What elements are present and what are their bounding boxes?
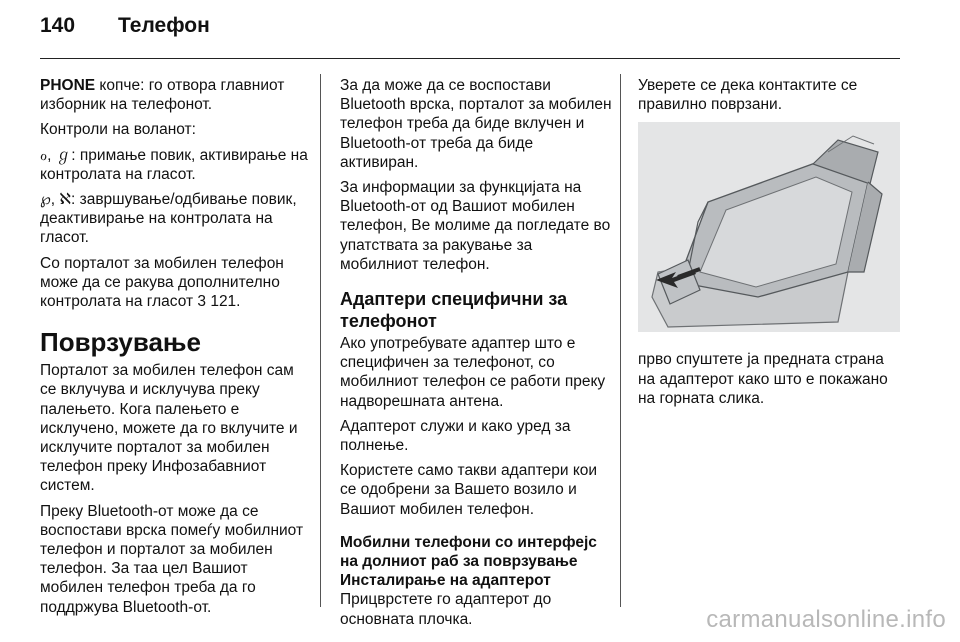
paragraph-text: Со порталот за мобилен телефон може да се ракува дополнително контролата на гласот [40, 254, 284, 311]
page-header [40, 14, 210, 54]
paragraph-attach-adapter: Прицврстете го адаптерот до основната плочка. [340, 591, 552, 628]
heading-phone-adapters: Адаптери специфични за телефонот [340, 289, 568, 332]
paragraph-end-call [40, 190, 312, 248]
answer-call-icon: ℴ, ℊ [40, 146, 72, 164]
paragraph-answer-call [40, 146, 312, 184]
adapter-illustration [638, 122, 900, 332]
keyword-phone: PHONE [40, 77, 96, 94]
adapter-drawing [638, 122, 900, 332]
paragraph-text: : завршување/одбивање повик, деактивирање на контролата на гласот. [40, 191, 297, 247]
column-3 [638, 76, 904, 414]
paragraph-adapter-antenna: Ако употребувате адаптер што е специфичен за телефонот, со мобилниот телефон се работи преку надворешната антена. [340, 335, 606, 410]
paragraph-bluetooth-support: Преку Bluetooth-от може да се воспостави врска помеѓу мобилниот телефон и порталот за мобилен телефон. За таа цел Вашиот мобилен телефон треба да го поддржува Bluetooth-от. [40, 502, 304, 616]
heading-bottom-interface: Мобилни телефони со интерфејс на долниот раб за поврзување [340, 533, 597, 571]
page-reference: 3 121. [197, 293, 241, 311]
paragraph-adapter-approved: Користете само такви адаптери кои се одобрени за Вашето возило и Вашиот мобилен телефон. [340, 462, 598, 518]
paragraph-bluetooth-info: За информации за функцијата на Bluetooth-от од Вашиот мобилен телефон, Ве молиме да погледате во упатствата за ракување за мобилниот телефон. [340, 179, 611, 273]
heading-install-adapter: Инсталирање на адаптерот [340, 572, 551, 590]
end-call-icon: ℘, ℵ [40, 191, 71, 209]
paragraph-text: копче: го отвора главниот изборник на телефонот. [40, 77, 285, 114]
paragraph-check-contacts: Уверете се дека контактите се правилно поврзани. [638, 77, 858, 114]
page-number: 140 [40, 14, 76, 37]
column-divider-1 [320, 74, 321, 607]
heading-connection: Поврзување [40, 327, 201, 358]
header-rule [40, 58, 900, 59]
column-divider-2 [620, 74, 621, 607]
paragraph-phone-button [40, 76, 312, 114]
paragraph-bluetooth-enable: За да може да се воспостави Bluetooth врска, порталот за мобилен телефон треба да биде вклучен и Bluetooth-от треба да биде активиран. [340, 77, 612, 171]
paragraph-text: : примање повик, активирање на контролата на гласот. [40, 146, 308, 183]
paragraph-lower-front: прво спуштете ја предната страна на адаптерот како што е покажано на горната слика. [638, 351, 888, 407]
column-2 [340, 76, 612, 635]
paragraph-voice-control [40, 254, 312, 312]
page-title: Телефон [118, 14, 210, 37]
paragraph-adapter-charger: Адаптерот служи и како уред за полнење. [340, 417, 571, 455]
paragraph-steering-controls: Контроли на воланот: [40, 121, 196, 139]
paragraph-portal-power: Порталот за мобилен телефон сам се вклучува и исклучува преку палењето. Кога палењето е исклучено, можете да го вклучите и исклучите порталот за мобилен телефон преку Инфозабавниот систем. [40, 362, 298, 495]
watermark: carmanualsonline.info [706, 606, 946, 633]
column-1 [40, 76, 312, 623]
